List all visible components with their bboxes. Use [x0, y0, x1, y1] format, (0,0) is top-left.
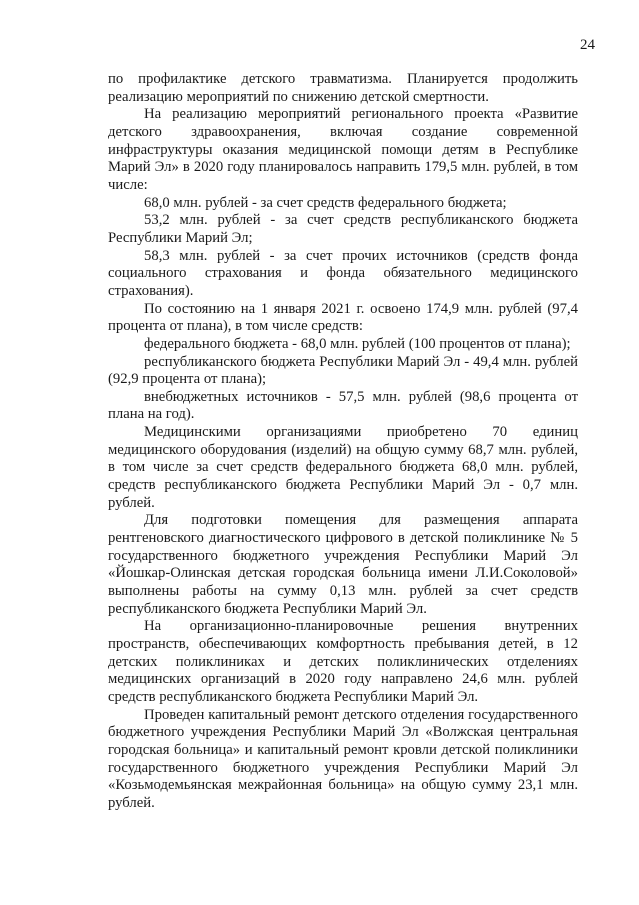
document-body — [108, 71, 578, 813]
paragraph: республиканского бюджета Республики Марий Эл - 49,4 млн. рублей (92,9 процента от плана); — [108, 353, 578, 388]
paragraph: На реализацию мероприятий регионального проекта «Развитие детского здравоохранения, включая создание современной инфраструктуры оказания медицинской помощи детям в Республике Марий Эл» в 2020 году планировалось направить 179,5 млн. рублей, в том числе: — [108, 106, 578, 193]
paragraph: по профилактике детского травматизма. Планируется продолжить реализацию мероприятий по снижению детской смертности. — [108, 71, 578, 105]
paragraph: Для подготовки помещения для размещения аппарата рентгеновского диагностического цифрового в детской поликлинике № 5 государственного бюджетного учреждения Республики Марий Эл «Йошкар-Олинская детская городская больница имени Л.И.Соколовой» выполнены работы на сумму 0,13 млн. рублей за счет средств республиканского бюджета Республики Марий Эл. — [108, 512, 578, 617]
paragraph: На организационно-планировочные решения внутренних пространств, обеспечивающих комфортность пребывания детей, в 12 детских поликлиниках и детских поликлинических отделениях медицинских организаций в 2020 году направлено 24,6 млн. рублей средств республиканского бюджета Республики Марий Эл. — [108, 618, 578, 705]
paragraph: 58,3 млн. рублей - за счет прочих источников (средств фонда социального страхования и фонда обязательного медицинского страхования). — [108, 247, 578, 299]
paragraph: федерального бюджета - 68,0 млн. рублей (100 процентов от плана); — [144, 335, 571, 352]
paragraph: внебюджетных источников - 57,5 млн. рублей (98,6 процента от плана на год). — [108, 388, 578, 423]
paragraph: Медицинскими организациями приобретено 70 единиц медицинского оборудования (изделий) на общую сумму 68,7 млн. рублей, в том числе за счет средств федерального бюджета 68,0 млн. рублей, средств республиканского бюджета Республики Марий Эл - 0,7 млн. рублей. — [108, 424, 578, 511]
paragraph: Проведен капитальный ремонт детского отделения государственного бюджетного учреждения Республики Марий Эл «Волжская центральная городская больница» и капитальный ремонт кровли детской поликлиники государственного бюджетного учреждения Республики Марий Эл «Козьмодемьянская межрайонная больница» на общую сумму 23,1 млн. рублей. — [108, 706, 578, 811]
page-number: 24 — [580, 37, 595, 53]
paragraph: 53,2 млн. рублей - за счет средств республиканского бюджета Республики Марий Эл; — [108, 212, 578, 246]
paragraph: По состоянию на 1 января 2021 г. освоено 174,9 млн. рублей (97,4 процента от плана), в том числе средств: — [108, 300, 578, 335]
paragraph: 68,0 млн. рублей - за счет средств федерального бюджета; — [144, 194, 507, 211]
